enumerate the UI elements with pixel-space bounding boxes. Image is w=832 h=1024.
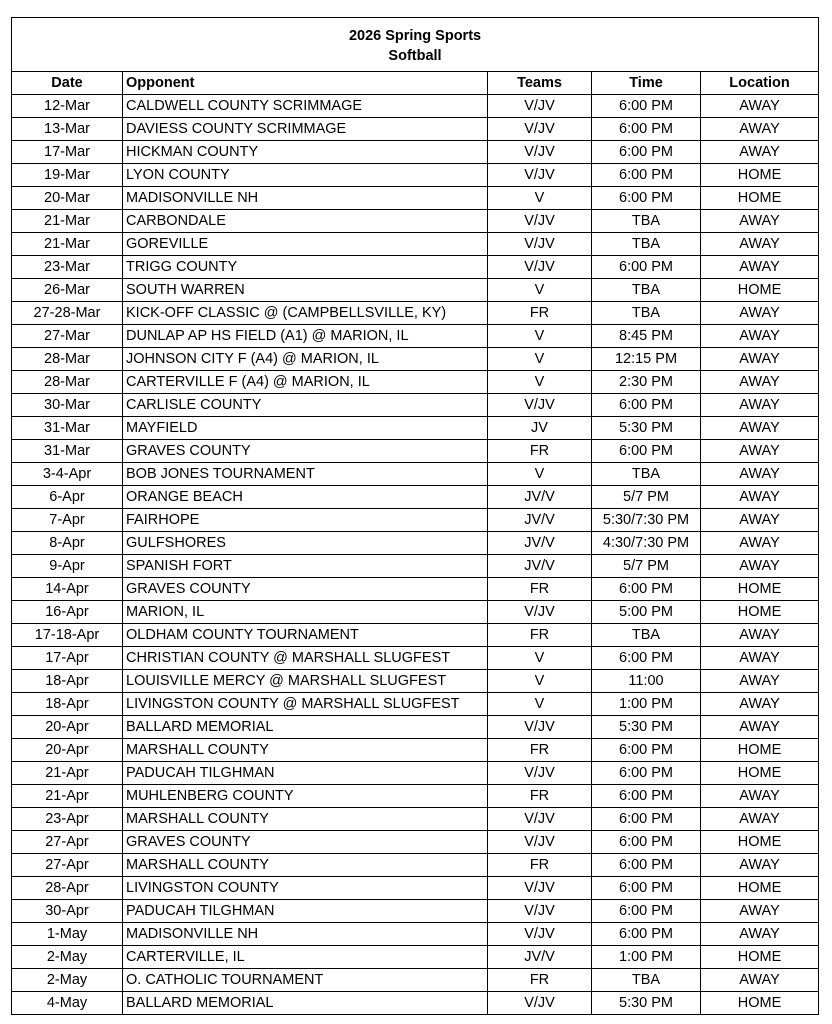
time-cell: 6:00 PM <box>592 854 701 877</box>
date-cell: 27-Apr <box>12 854 123 877</box>
date-cell: 28-Mar <box>12 371 123 394</box>
opponent-cell: MUHLENBERG COUNTY <box>123 785 488 808</box>
location-cell: AWAY <box>701 900 819 923</box>
column-header-row <box>12 72 819 95</box>
location-cell: AWAY <box>701 463 819 486</box>
teams-cell: V/JV <box>488 164 592 187</box>
table-row <box>12 509 819 532</box>
time-cell: 6:00 PM <box>592 831 701 854</box>
time-cell: TBA <box>592 969 701 992</box>
opponent-cell: CARLISLE COUNTY <box>123 394 488 417</box>
opponent-cell: MAYFIELD <box>123 417 488 440</box>
date-cell: 2-May <box>12 969 123 992</box>
teams-cell: V/JV <box>488 141 592 164</box>
opponent-cell: CHRISTIAN COUNTY @ MARSHALL SLUGFEST <box>123 647 488 670</box>
opponent-cell: PADUCAH TILGHMAN <box>123 900 488 923</box>
date-cell: 18-Apr <box>12 693 123 716</box>
date-cell: 26-Mar <box>12 279 123 302</box>
location-cell: AWAY <box>701 210 819 233</box>
date-cell: 2-May <box>12 946 123 969</box>
time-cell: 5/7 PM <box>592 486 701 509</box>
opponent-cell: ORANGE BEACH <box>123 486 488 509</box>
teams-cell: V/JV <box>488 210 592 233</box>
date-cell: 4-May <box>12 992 123 1015</box>
opponent-cell: DUNLAP AP HS FIELD (A1) @ MARION, IL <box>123 325 488 348</box>
location-cell: AWAY <box>701 509 819 532</box>
opponent-cell: OLDHAM COUNTY TOURNAMENT <box>123 624 488 647</box>
teams-cell: JV/V <box>488 555 592 578</box>
teams-cell: V/JV <box>488 808 592 831</box>
opponent-cell: KICK-OFF CLASSIC @ (CAMPBELLSVILLE, KY) <box>123 302 488 325</box>
location-cell: AWAY <box>701 785 819 808</box>
time-cell: 6:00 PM <box>592 394 701 417</box>
opponent-cell: DAVIESS COUNTY SCRIMMAGE <box>123 118 488 141</box>
teams-cell: V <box>488 325 592 348</box>
table-row <box>12 946 819 969</box>
location-cell: AWAY <box>701 624 819 647</box>
table-row <box>12 624 819 647</box>
location-cell: AWAY <box>701 256 819 279</box>
date-cell: 19-Mar <box>12 164 123 187</box>
table-row <box>12 716 819 739</box>
location-cell: HOME <box>701 762 819 785</box>
schedule-table <box>11 17 819 1015</box>
date-cell: 20-Apr <box>12 716 123 739</box>
column-header-time: Time <box>592 72 701 95</box>
location-cell: HOME <box>701 739 819 762</box>
date-cell: 14-Apr <box>12 578 123 601</box>
teams-cell: FR <box>488 854 592 877</box>
teams-cell: FR <box>488 302 592 325</box>
location-cell: AWAY <box>701 348 819 371</box>
teams-cell: V/JV <box>488 900 592 923</box>
time-cell: 1:00 PM <box>592 693 701 716</box>
date-cell: 17-Apr <box>12 647 123 670</box>
time-cell: 6:00 PM <box>592 118 701 141</box>
date-cell: 27-Apr <box>12 831 123 854</box>
opponent-cell: MARSHALL COUNTY <box>123 854 488 877</box>
table-row <box>12 877 819 900</box>
subtitle-text: Softball <box>388 47 442 64</box>
opponent-cell: SPANISH FORT <box>123 555 488 578</box>
teams-cell: FR <box>488 578 592 601</box>
table-row <box>12 992 819 1015</box>
table-row <box>12 325 819 348</box>
date-cell: 6-Apr <box>12 486 123 509</box>
date-cell: 23-Mar <box>12 256 123 279</box>
table-row <box>12 256 819 279</box>
opponent-cell: GRAVES COUNTY <box>123 440 488 463</box>
teams-cell: V/JV <box>488 118 592 141</box>
date-cell: 21-Apr <box>12 785 123 808</box>
teams-cell: V <box>488 187 592 210</box>
opponent-cell: SOUTH WARREN <box>123 279 488 302</box>
table-row <box>12 394 819 417</box>
time-cell: 6:00 PM <box>592 164 701 187</box>
date-cell: 18-Apr <box>12 670 123 693</box>
opponent-cell: MADISONVILLE NH <box>123 923 488 946</box>
teams-cell: V/JV <box>488 95 592 118</box>
location-cell: AWAY <box>701 371 819 394</box>
time-cell: 6:00 PM <box>592 187 701 210</box>
location-cell: AWAY <box>701 302 819 325</box>
table-row <box>12 417 819 440</box>
table-row <box>12 348 819 371</box>
table-row <box>12 808 819 831</box>
date-cell: 30-Apr <box>12 900 123 923</box>
table-row <box>12 785 819 808</box>
table-row <box>12 647 819 670</box>
teams-cell: V <box>488 647 592 670</box>
opponent-cell: LYON COUNTY <box>123 164 488 187</box>
table-row <box>12 463 819 486</box>
time-cell: TBA <box>592 463 701 486</box>
location-cell: HOME <box>701 992 819 1015</box>
table-row <box>12 164 819 187</box>
location-cell: AWAY <box>701 486 819 509</box>
date-cell: 8-Apr <box>12 532 123 555</box>
time-cell: 5/7 PM <box>592 555 701 578</box>
opponent-cell: MARION, IL <box>123 601 488 624</box>
table-row <box>12 762 819 785</box>
opponent-cell: GULFSHORES <box>123 532 488 555</box>
teams-cell: FR <box>488 440 592 463</box>
column-header-teams: Teams <box>488 72 592 95</box>
teams-cell: V/JV <box>488 233 592 256</box>
time-cell: TBA <box>592 302 701 325</box>
date-cell: 3-4-Apr <box>12 463 123 486</box>
opponent-cell: JOHNSON CITY F (A4) @ MARION, IL <box>123 348 488 371</box>
table-row <box>12 302 819 325</box>
date-cell: 28-Apr <box>12 877 123 900</box>
location-cell: AWAY <box>701 417 819 440</box>
opponent-cell: LOUISVILLE MERCY @ MARSHALL SLUGFEST <box>123 670 488 693</box>
time-cell: 5:30 PM <box>592 417 701 440</box>
time-cell: 6:00 PM <box>592 440 701 463</box>
table-row <box>12 440 819 463</box>
date-cell: 21-Apr <box>12 762 123 785</box>
time-cell: 5:30 PM <box>592 716 701 739</box>
opponent-cell: BALLARD MEMORIAL <box>123 992 488 1015</box>
location-cell: AWAY <box>701 555 819 578</box>
time-cell: 11:00 <box>592 670 701 693</box>
date-cell: 20-Mar <box>12 187 123 210</box>
time-cell: 6:00 PM <box>592 785 701 808</box>
time-cell: 6:00 PM <box>592 647 701 670</box>
opponent-cell: O. CATHOLIC TOURNAMENT <box>123 969 488 992</box>
location-cell: HOME <box>701 164 819 187</box>
table-row <box>12 739 819 762</box>
opponent-cell: GRAVES COUNTY <box>123 831 488 854</box>
teams-cell: V/JV <box>488 601 592 624</box>
location-cell: AWAY <box>701 394 819 417</box>
opponent-cell: LIVINGSTON COUNTY <box>123 877 488 900</box>
time-cell: 8:45 PM <box>592 325 701 348</box>
teams-cell: JV/V <box>488 532 592 555</box>
table-row <box>12 900 819 923</box>
teams-cell: V <box>488 670 592 693</box>
opponent-cell: GRAVES COUNTY <box>123 578 488 601</box>
time-cell: TBA <box>592 279 701 302</box>
date-cell: 31-Mar <box>12 417 123 440</box>
date-cell: 12-Mar <box>12 95 123 118</box>
teams-cell: V/JV <box>488 992 592 1015</box>
opponent-cell: TRIGG COUNTY <box>123 256 488 279</box>
teams-cell: V/JV <box>488 394 592 417</box>
teams-cell: V/JV <box>488 831 592 854</box>
location-cell: AWAY <box>701 854 819 877</box>
time-cell: 6:00 PM <box>592 95 701 118</box>
opponent-cell: CARBONDALE <box>123 210 488 233</box>
time-cell: 6:00 PM <box>592 141 701 164</box>
location-cell: AWAY <box>701 693 819 716</box>
table-row <box>12 693 819 716</box>
time-cell: 6:00 PM <box>592 256 701 279</box>
location-cell: HOME <box>701 279 819 302</box>
time-cell: 2:30 PM <box>592 371 701 394</box>
column-header-date: Date <box>12 72 123 95</box>
opponent-cell: BOB JONES TOURNAMENT <box>123 463 488 486</box>
location-cell: HOME <box>701 877 819 900</box>
time-cell: 6:00 PM <box>592 762 701 785</box>
opponent-cell: GOREVILLE <box>123 233 488 256</box>
opponent-cell: HICKMAN COUNTY <box>123 141 488 164</box>
table-row <box>12 532 819 555</box>
table-row <box>12 279 819 302</box>
location-cell: AWAY <box>701 923 819 946</box>
table-row <box>12 601 819 624</box>
location-cell: AWAY <box>701 233 819 256</box>
schedule-body <box>12 95 819 1015</box>
opponent-cell: FAIRHOPE <box>123 509 488 532</box>
table-row <box>12 670 819 693</box>
date-cell: 27-28-Mar <box>12 302 123 325</box>
time-cell: 1:00 PM <box>592 946 701 969</box>
table-row <box>12 555 819 578</box>
teams-cell: V <box>488 463 592 486</box>
time-cell: TBA <box>592 624 701 647</box>
date-cell: 20-Apr <box>12 739 123 762</box>
location-cell: AWAY <box>701 969 819 992</box>
teams-cell: V/JV <box>488 923 592 946</box>
location-cell: HOME <box>701 578 819 601</box>
teams-cell: FR <box>488 739 592 762</box>
table-row <box>12 969 819 992</box>
schedule-title <box>12 18 819 72</box>
time-cell: 5:30/7:30 PM <box>592 509 701 532</box>
date-cell: 9-Apr <box>12 555 123 578</box>
location-cell: AWAY <box>701 532 819 555</box>
table-row <box>12 831 819 854</box>
date-cell: 21-Mar <box>12 210 123 233</box>
time-cell: TBA <box>592 233 701 256</box>
teams-cell: V/JV <box>488 877 592 900</box>
location-cell: AWAY <box>701 118 819 141</box>
location-cell: HOME <box>701 946 819 969</box>
location-cell: HOME <box>701 831 819 854</box>
teams-cell: JV/V <box>488 509 592 532</box>
location-cell: HOME <box>701 187 819 210</box>
teams-cell: FR <box>488 624 592 647</box>
opponent-cell: BALLARD MEMORIAL <box>123 716 488 739</box>
date-cell: 17-Mar <box>12 141 123 164</box>
opponent-cell: CARTERVILLE, IL <box>123 946 488 969</box>
time-cell: 6:00 PM <box>592 808 701 831</box>
time-cell: 6:00 PM <box>592 877 701 900</box>
location-cell: AWAY <box>701 325 819 348</box>
table-row <box>12 187 819 210</box>
column-header-opponent: Opponent <box>123 72 488 95</box>
date-cell: 7-Apr <box>12 509 123 532</box>
teams-cell: V <box>488 348 592 371</box>
table-row <box>12 486 819 509</box>
table-row <box>12 371 819 394</box>
teams-cell: FR <box>488 785 592 808</box>
teams-cell: V <box>488 693 592 716</box>
time-cell: 6:00 PM <box>592 578 701 601</box>
date-cell: 30-Mar <box>12 394 123 417</box>
time-cell: 5:00 PM <box>592 601 701 624</box>
table-row <box>12 118 819 141</box>
teams-cell: JV <box>488 417 592 440</box>
table-row <box>12 923 819 946</box>
location-cell: AWAY <box>701 716 819 739</box>
title-text: 2026 Spring Sports <box>348 27 482 44</box>
table-row <box>12 854 819 877</box>
opponent-cell: LIVINGSTON COUNTY @ MARSHALL SLUGFEST <box>123 693 488 716</box>
teams-cell: V/JV <box>488 762 592 785</box>
teams-cell: JV/V <box>488 486 592 509</box>
location-cell: AWAY <box>701 440 819 463</box>
time-cell: 6:00 PM <box>592 900 701 923</box>
time-cell: 4:30/7:30 PM <box>592 532 701 555</box>
column-header-location: Location <box>701 72 819 95</box>
opponent-cell: MARSHALL COUNTY <box>123 808 488 831</box>
date-cell: 27-Mar <box>12 325 123 348</box>
opponent-cell: CALDWELL COUNTY SCRIMMAGE <box>123 95 488 118</box>
time-cell: TBA <box>592 210 701 233</box>
time-cell: 6:00 PM <box>592 923 701 946</box>
teams-cell: V <box>488 279 592 302</box>
opponent-cell: PADUCAH TILGHMAN <box>123 762 488 785</box>
table-row <box>12 210 819 233</box>
location-cell: AWAY <box>701 141 819 164</box>
title-row <box>12 18 819 72</box>
date-cell: 13-Mar <box>12 118 123 141</box>
teams-cell: V/JV <box>488 256 592 279</box>
table-row <box>12 95 819 118</box>
opponent-cell: MADISONVILLE NH <box>123 187 488 210</box>
date-cell: 28-Mar <box>12 348 123 371</box>
teams-cell: V/JV <box>488 716 592 739</box>
location-cell: HOME <box>701 601 819 624</box>
table-row <box>12 578 819 601</box>
time-cell: 6:00 PM <box>592 739 701 762</box>
time-cell: 5:30 PM <box>592 992 701 1015</box>
location-cell: AWAY <box>701 95 819 118</box>
date-cell: 1-May <box>12 923 123 946</box>
date-cell: 21-Mar <box>12 233 123 256</box>
teams-cell: V <box>488 371 592 394</box>
table-row <box>12 141 819 164</box>
opponent-cell: CARTERVILLE F (A4) @ MARION, IL <box>123 371 488 394</box>
date-cell: 23-Apr <box>12 808 123 831</box>
time-cell: 12:15 PM <box>592 348 701 371</box>
location-cell: AWAY <box>701 670 819 693</box>
date-cell: 31-Mar <box>12 440 123 463</box>
date-cell: 16-Apr <box>12 601 123 624</box>
date-cell: 17-18-Apr <box>12 624 123 647</box>
teams-cell: JV/V <box>488 946 592 969</box>
opponent-cell: MARSHALL COUNTY <box>123 739 488 762</box>
teams-cell: FR <box>488 969 592 992</box>
location-cell: AWAY <box>701 647 819 670</box>
table-row <box>12 233 819 256</box>
location-cell: AWAY <box>701 808 819 831</box>
